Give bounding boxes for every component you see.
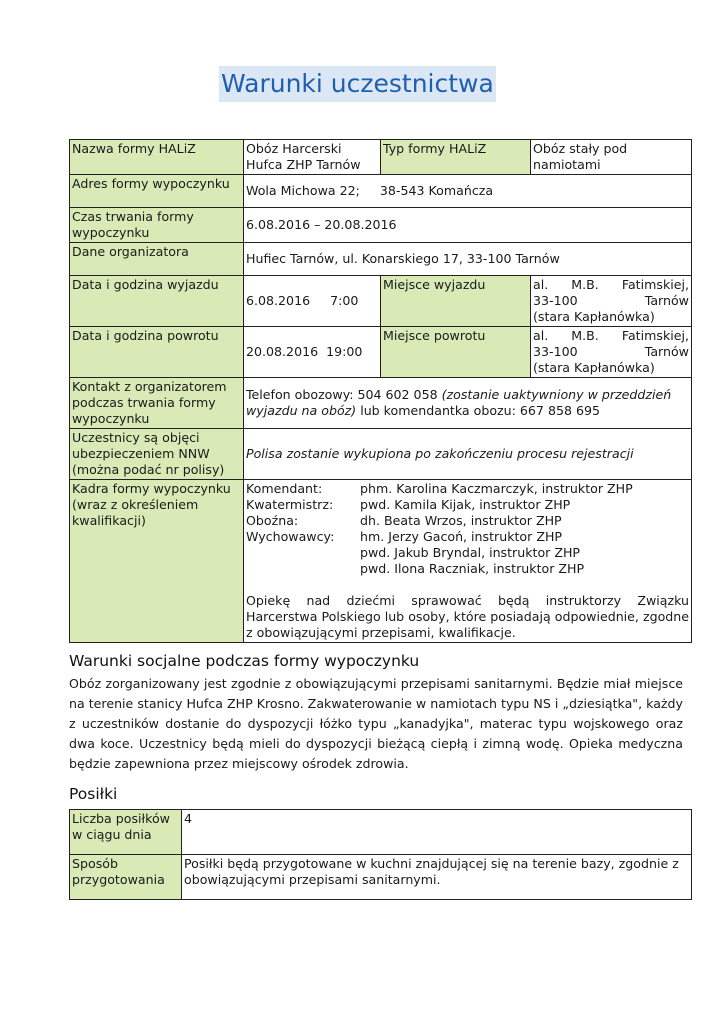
liczba-label: Liczba posiłków w ciągu dnia	[70, 810, 182, 855]
powrot-value: 20.08.2016 19:00	[244, 327, 381, 378]
kontakt-label: Kontakt z organizatorem podczas trwania formy wypoczynku	[70, 378, 244, 429]
liczba-value: 4	[182, 810, 692, 855]
staff-row: Komendant: phm. Karolina Kaczmarczyk, instruktor ZHP	[246, 481, 633, 496]
typ-value: Obóz stały pod namiotami	[531, 140, 692, 175]
kontakt-value: Telefon obozowy: 504 602 058 (zostanie uaktywniony w przeddzień wyjazdu na obóz) lub komendantka obozu: 667 858 695	[244, 378, 692, 429]
miejsce-powrotu-label: Miejsce powrotu	[381, 327, 531, 378]
miejsce-wyjazdu-value: al. M.B. Fatimskiej, 33-100 Tarnów (stara Kapłanówka)	[531, 276, 692, 327]
posilki-heading: Posiłki	[69, 785, 118, 803]
nazwa-value: Obóz Harcerski Hufca ZHP Tarnów	[244, 140, 381, 175]
adres-value: Wola Michowa 22; 38-543 Komańcza	[244, 175, 692, 208]
kadra-note: Opiekę nad dziećmi sprawować będą instruktorzy Związku Harcerstwa Polskiego lub osoby, które posiadają odpowiednie, zgodne z obowiązującymi przepisami, kwalifikacje.	[246, 593, 689, 640]
powrot-label: Data i godzina powrotu	[70, 327, 244, 378]
miejsce-wyjazdu-label: Miejsce wyjazdu	[381, 276, 531, 327]
nnw-value: Polisa zostanie wykupiona po zakończeniu procesu rejestracji	[244, 429, 692, 480]
sposob-label: Sposób przygotowania	[70, 855, 182, 900]
organizator-value: Hufiec Tarnów, ul. Konarskiego 17, 33-100 Tarnów	[244, 243, 692, 276]
staff-row: pwd. Jakub Bryndal, instruktor ZHP	[360, 545, 581, 560]
kadra-label: Kadra formy wypoczynku (wraz z określeniem kwalifikacji)	[70, 480, 244, 643]
czas-label: Czas trwania formy wypoczynku	[70, 208, 244, 243]
staff-row: Oboźna: dh. Beata Wrzos, instruktor ZHP	[246, 513, 562, 528]
staff-row: Wychowawcy: hm. Jerzy Gacoń, instruktor ZHP	[246, 529, 563, 544]
sposob-value: Posiłki będą przygotowane w kuchni znajdującej się na terenie bazy, zgodnie z obowiązującymi przepisami sanitarnymi.	[182, 855, 692, 900]
staff-row: pwd. Ilona Raczniak, instruktor ZHP	[360, 561, 585, 576]
nazwa-label: Nazwa formy HALiZ	[70, 140, 244, 175]
czas-value: 6.08.2016 – 20.08.2016	[244, 208, 692, 243]
staff-row: Kwatermistrz: pwd. Kamila Kijak, instruktor ZHP	[246, 497, 571, 512]
kadra-value	[244, 480, 692, 643]
adres-label: Adres formy wypoczynku	[70, 175, 244, 208]
participation-table	[69, 139, 692, 643]
page-title: Warunki uczestnictwa	[219, 66, 496, 102]
typ-label: Typ formy HALiZ	[381, 140, 531, 175]
socjalne-text: Obóz zorganizowany jest zgodnie z obowiązującymi przepisami sanitarnymi. Będzie miał miejsce na terenie stanicy Hufca ZHP Krosno. Zakwaterowanie w namiotach typu NS i „dziesiątka", każdy z uczestników dostanie do dyspozycji łóżko typu „kanadyjka", materac typu wojskowego oraz dwa koce. Uczestnicy będą mieli do dyspozycji bieżącą ciepłą i zimną wodę. Opieka medyczna będzie zapewniona przez miejscowy ośrodek zdrowia.	[69, 676, 683, 771]
wyjazd-label: Data i godzina wyjazdu	[70, 276, 244, 327]
wyjazd-value: 6.08.2016 7:00	[244, 276, 381, 327]
miejsce-powrotu-value: al. M.B. Fatimskiej, 33-100 Tarnów (stara Kapłanówka)	[531, 327, 692, 378]
socjalne-heading: Warunki socjalne podczas formy wypoczynku	[69, 652, 420, 670]
organizator-label: Dane organizatora	[70, 243, 244, 276]
meals-table	[69, 809, 692, 900]
nnw-label: Uczestnicy są objęci ubezpieczeniem NNW (można podać nr polisy)	[70, 429, 244, 480]
